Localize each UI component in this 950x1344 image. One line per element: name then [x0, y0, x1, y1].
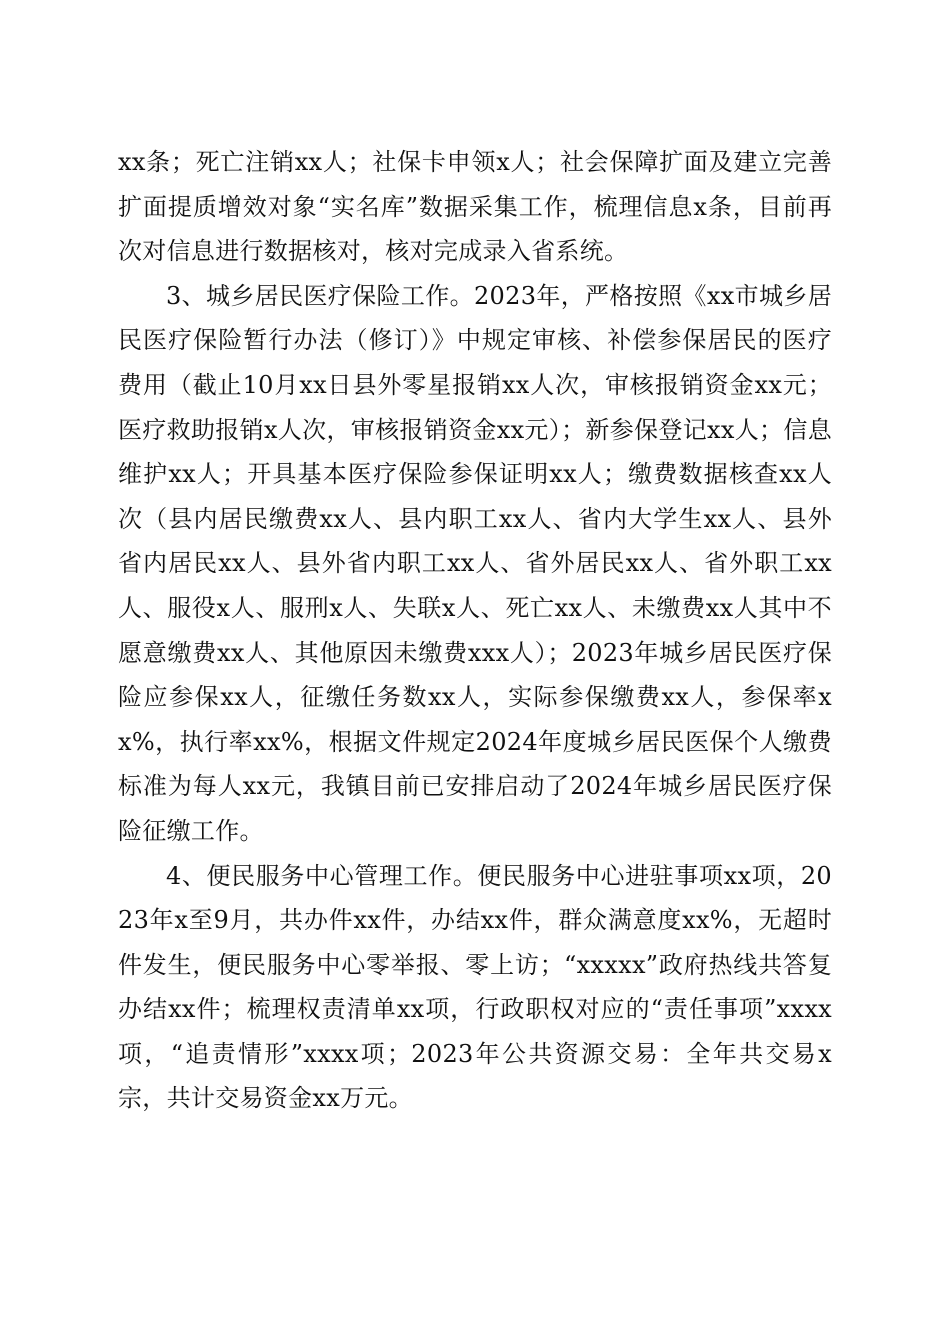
paragraph-social-security-continued: xx条；死亡注销xx人；社保卡申领x人；社会保障扩面及建立完善扩面提质增效对象“实名库”数据采集工作，梳理信息x条，目前再次对信息进行数据核对，核对完成录入省系统。: [118, 148, 832, 266]
document-body: [118, 140, 832, 1121]
paragraph-medical-insurance: 3、城乡居民医疗保险工作。2023年，严格按照《xx市城乡居民医疗保险暂行办法（修订）》中规定审核、补偿参保居民的医疗费用（截止10月xx日县外零星报销xx人次，审核报销资金xx元；医疗救助报销x人次，审核报销资金xx元）；新参保登记xx人；信息维护xx人；开具基本医疗保险参保证明xx人；缴费数据核查xx人次（县内居民缴费xx人、县内职工xx人、省内大学生xx人、县外省内居民xx人、县外省内职工xx人、省外居民xx人、省外职工xx人、服役x人、服刑x人、失联x人、死亡xx人、未缴费xx人其中不愿意缴费xx人、其他原因未缴费xxx人）；2023年城乡居民医疗保险应参保xx人，征缴任务数xx人，实际参保缴费xx人，参保率xx%，执行率xx%，根据文件规定2024年度城乡居民医保个人缴费标准为每人xx元，我镇目前已安排启动了2024年城乡居民医疗保险征缴工作。: [118, 281, 832, 845]
paragraph-service-center: 4、便民服务中心管理工作。便民服务中心进驻事项xx项，2023年x至9月，共办件xx件，办结xx件，群众满意度xx%，无超时件发生，便民服务中心零举报、零上访；“xxxxx”政府热线共答复办结xx件；梳理权责清单xx项，行政职权对应的“责任事项”xxxx项，“追责情形”xxxx项；2023年公共资源交易：全年共交易x宗，共计交易资金xx万元。: [118, 861, 832, 1113]
